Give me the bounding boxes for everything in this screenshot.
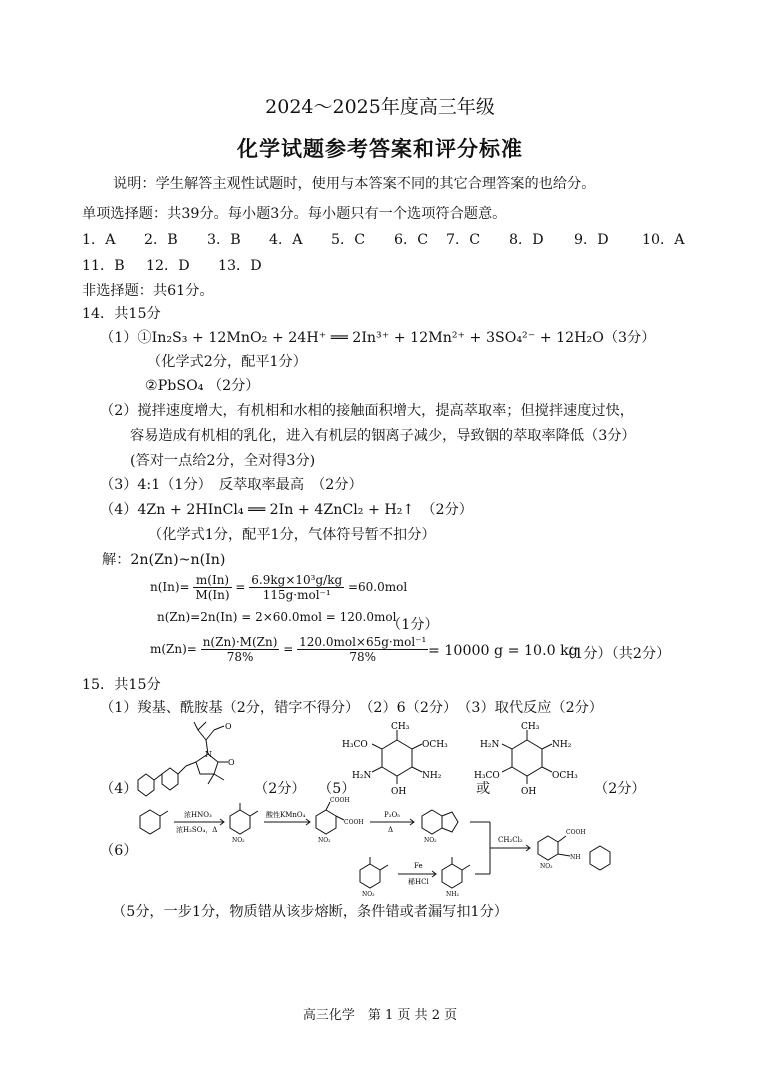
calc-m-zn-score: （1分）（共2分）	[560, 646, 671, 662]
structure-q15-5b	[472, 722, 587, 806]
mc-answer: 9．D	[574, 232, 609, 248]
calc-equals: =	[235, 580, 246, 594]
mc-answer: 4．A	[269, 232, 303, 248]
synthesis-scheme-svg	[130, 796, 630, 906]
frac-denominator: M(In)	[195, 588, 230, 602]
mc-header: 单项选择题：共39分。每小题3分。每小题只有一个选项符合题意。	[82, 206, 507, 222]
mc-answer: 1．A	[82, 232, 116, 248]
calc-label: n(In)=	[150, 580, 190, 594]
calc-m-zn	[150, 635, 428, 664]
q15-head: 15．共15分	[82, 677, 161, 693]
atom-label: CH₃	[521, 722, 540, 732]
group-label: NO₂	[362, 891, 375, 898]
atom-label: H₃CO	[342, 740, 368, 750]
mc-answer: 6．C	[394, 232, 429, 248]
q14-part4-scoring: （化学式1分，配平1分，气体符号暂不扣分）	[148, 527, 436, 543]
mc-answer: 7．C	[446, 232, 481, 248]
q15-part6-label: （6）	[100, 843, 138, 859]
atom-label: O	[225, 722, 232, 731]
group-label: COOH	[330, 797, 350, 804]
atom-label: N	[205, 750, 212, 759]
reagent-label: 稀HCl	[408, 878, 429, 886]
synthesis-scheme	[130, 796, 630, 910]
q15-part4-label: （4）	[100, 781, 138, 797]
calc-result: =60.0mol	[347, 580, 408, 594]
calc-n-zn: n(Zn)=2n(In) = 2×60.0mol = 120.0mol	[157, 610, 397, 624]
group-label: COOH	[566, 829, 586, 836]
frac-denominator: 115g·mol⁻¹	[262, 588, 331, 602]
frac-numerator: m(In)	[193, 573, 231, 588]
atom-label: H₂N	[480, 740, 500, 750]
structure-q15-5a	[342, 722, 452, 806]
q14-part2-scoring: (答对一点给2分，全对得3分)	[130, 453, 316, 469]
frac-denominator: 78%	[226, 650, 254, 664]
instruction-note: 说明：学生解答主观性试题时，使用与本答案不同的其它合理答案的也给分。	[113, 176, 596, 192]
mc-answer: 12．D	[146, 258, 190, 274]
aromatic-structure-b	[472, 722, 587, 802]
q14-solution-intro: 解：2n(Zn)~n(In)	[102, 552, 226, 568]
doc-title: 2024～2025年度高三年级	[265, 96, 495, 118]
frac-numerator: 120.0mol×65g·mol⁻¹	[299, 635, 427, 649]
reagent-label: Δ	[388, 826, 394, 834]
group-label: NO₂	[540, 863, 553, 870]
q14-part2-line2: 容易造成有机相的乳化，进入有机层的铟离子减少，导致铟的萃取率降低（3分）	[130, 428, 636, 444]
group-label: NO₂	[318, 837, 331, 844]
group-label: NH	[570, 854, 581, 861]
q15-part5-label: （5）	[318, 781, 356, 797]
reagent-label: 浓HNO₃	[184, 811, 212, 819]
atom-label: NH₂	[422, 771, 442, 781]
q15-part6-scoring: （5分，一步1分，物质错从该步熔断，条件错或者漏写扣1分）	[112, 904, 508, 920]
atom-label: OCH₃	[422, 740, 448, 750]
mc-answer: 10．A	[642, 232, 685, 248]
atom-label: OH	[391, 787, 407, 797]
reagent-label: CH₂Cl₂	[498, 836, 523, 844]
q14-part4-equation: （4）4Zn + 2HInCl₄ ══ 2In + 4ZnCl₂ + H₂↑ （2分）	[100, 502, 473, 518]
group-label: COOH	[344, 819, 364, 826]
atom-label: H₂N	[352, 771, 372, 781]
q14-part1-answer2: ②PbSO₄ （2分）	[145, 378, 260, 394]
calc-n-zn-score: （1分）	[387, 617, 439, 633]
q15-part4-score: （2分）	[254, 781, 306, 797]
atom-label: H₃CO	[474, 771, 500, 781]
reagent-label: 浓H₂SO₄，Δ	[176, 826, 218, 834]
atom-label: O	[228, 758, 235, 767]
reagent-label: P₂O₅	[384, 811, 401, 819]
frac-denominator: 78%	[349, 650, 377, 664]
mc-answer: 3．B	[207, 232, 241, 248]
structure-q15-4	[128, 718, 238, 807]
mc-answer: 8．D	[509, 232, 544, 248]
page-footer: 高三化学 第 1 页 共 2 页	[302, 1008, 458, 1023]
mc-answer: 13．D	[218, 258, 262, 274]
group-label: NO₂	[424, 837, 437, 844]
q14-part2-line1: （2）搅拌速度增大，有机相和水相的接触面积增大，提高萃取率；但搅拌速度过快，	[100, 403, 634, 419]
q15-parts-1-3: （1）羧基、酰胺基（2分，错字不得分） （2）6（2分） （3）取代反应（2分）	[100, 700, 603, 716]
frac-numerator: 6.9kg×10³g/kg	[251, 573, 343, 587]
atom-label: OCH₃	[552, 771, 578, 781]
mc-answer: 5．C	[331, 232, 366, 248]
mc-answer: 11．B	[82, 258, 125, 274]
calc-equals: =	[283, 642, 294, 656]
q15-part5-score: （2分）	[594, 781, 646, 797]
calc-n-in	[150, 573, 407, 602]
calc-label: m(Zn)=	[150, 642, 197, 656]
q14-part1-scoring: （化学式2分，配平1分）	[147, 354, 307, 370]
atom-label: OH	[521, 787, 537, 797]
group-label: NO₂	[232, 837, 245, 844]
biphenyl-lactam-structure	[128, 718, 238, 803]
calc-m-zn-result: = 10000 g = 10.0 kg	[428, 643, 578, 659]
doc-subtitle: 化学试题参考答案和评分标准	[237, 136, 523, 161]
atom-label: NH₂	[552, 740, 572, 750]
nonmc-header: 非选择题：共61分。	[82, 283, 214, 299]
reagent-label: 酸性KMnO₄	[266, 811, 306, 819]
mc-answer: 2．B	[144, 232, 178, 248]
aromatic-structure-a	[342, 722, 452, 802]
q14-head: 14．共15分	[82, 306, 161, 322]
atom-label: CH₃	[391, 722, 410, 732]
q14-part3: （3）4:1（1分） 反萃取率最高 （2分）	[100, 477, 363, 493]
reagent-label: Fe	[414, 862, 423, 870]
frac-numerator: n(Zn)·M(Zn)	[202, 635, 278, 649]
or-connector: 或	[476, 781, 491, 797]
group-label: NH₂	[446, 891, 459, 898]
q14-part1-equation: （1）①In₂S₃ + 12MnO₂ + 24H⁺ ══ 2In³⁺ + 12Mn²⁺ + 3SO₄²⁻ + 12H₂O（3分）	[100, 330, 656, 346]
